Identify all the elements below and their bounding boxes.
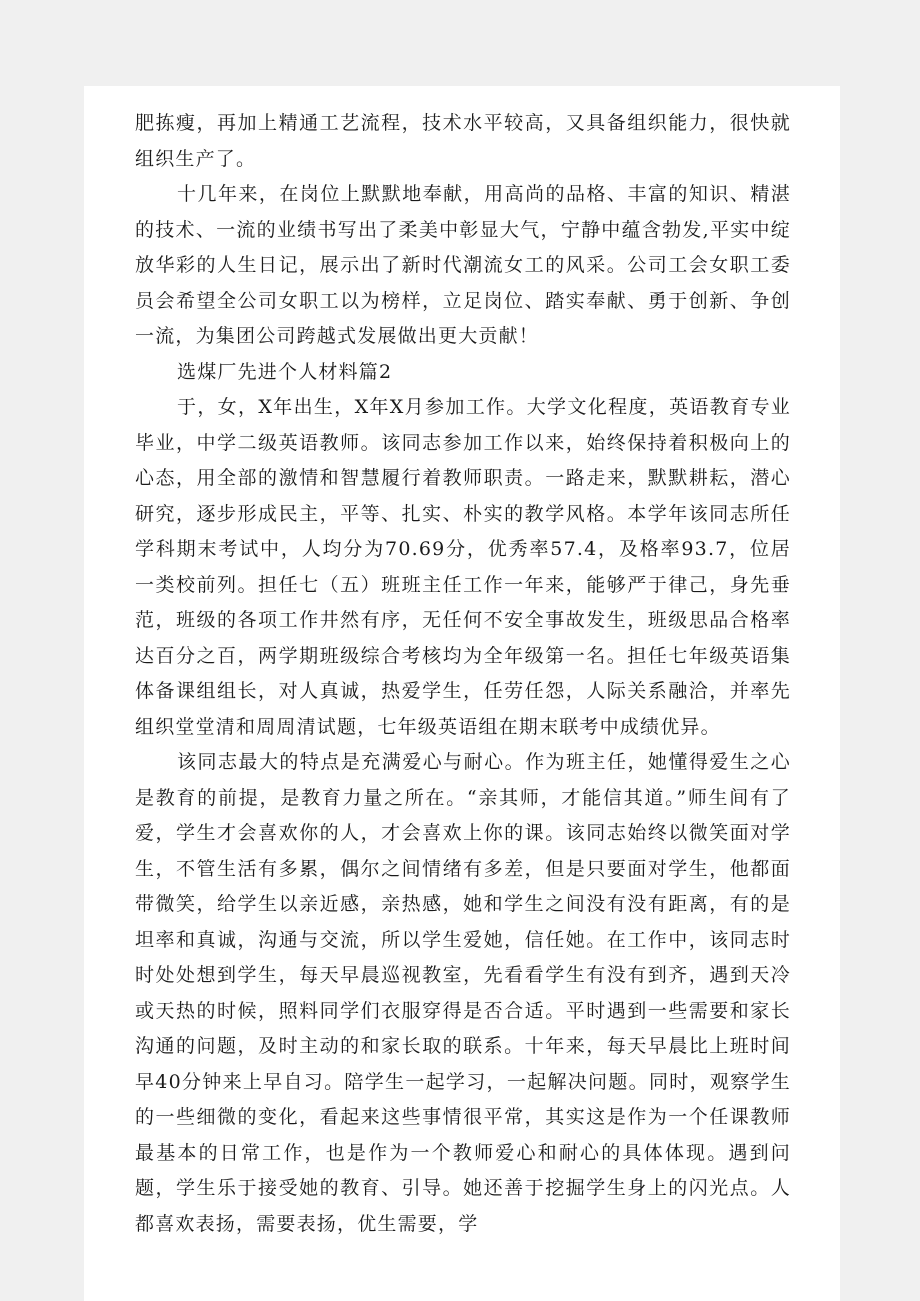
document-page: [84, 86, 840, 1301]
document-body: [135, 106, 791, 1242]
paragraph-continuation: 肥拣瘦，再加上精通工艺流程，技术水平较高，又具备组织能力，很快就组织生产了。: [135, 112, 791, 170]
paragraph-profile: 于，女，X年出生，X年X月参加工作。大学文化程度，英语教育专业毕业，中学二级英语教师。该同志参加工作以来，始终保持着积极向上的心态，用全部的激情和智慧履行着教师职责。一路走来，默默耕耘，潜心研究，逐步形成民主，平等、扎实、朴实的教学风格。本学年该同志所任学科期末考试中，人均分为70.69分，优秀率57.4，及格率93.7，位居一类校前列。担任七（五）班班主任工作一年来，能够严于律己，身先垂范，班级的各项工作井然有序，无任何不安全事故发生，班级思品合格率达百分之百，两学期班级综合考核均为全年级第一名。担任七年级英语集体备课组组长，对人真诚，热爱学生，任劳任怨，人际关系融洽，并率先组织堂堂清和周周清试题，七年级英语组在期末联考中成绩优异。: [135, 396, 791, 738]
paragraph-dedication: 十几年来，在岗位上默默地奉献，用高尚的品格、丰富的知识、精湛的技术、一流的业绩书写出了柔美中彰显大气，宁静中蕴含勃发,平实中绽放华彩的人生日记，展示出了新时代潮流女工的风采。公司工会女职工委员会希望全公司女职工以为榜样，立足岗位、踏实奉献、勇于创新、争创一流，为集团公司跨越式发展做出更大贡献！: [135, 183, 791, 347]
section-heading: 选煤厂先进个人材料篇2: [177, 360, 393, 383]
paragraph-character: 该同志最大的特点是充满爱心与耐心。作为班主任，她懂得爱生之心是教育的前提，是教育力量之所在。“亲其师，才能信其道。”师生间有了爱，学生才会喜欢你的人，才会喜欢上你的课。该同志始终以微笑面对学生，不管生活有多累，偶尔之间情绪有多差，但是只要面对学生，他都面带微笑，给学生以亲近感，亲热感，她和学生之间没有没有距离，有的是坦率和真诚，沟通与交流，所以学生爱她，信任她。在工作中，该同志时时处处想到学生，每天早晨巡视教室，先看看学生有没有到齐，遇到天冷或天热的时候，照料同学们衣服穿得是否合适。平时遇到一些需要和家长沟通的问题，及时主动的和家长取的联系。十年来，每天早晨比上班时间早40分钟来上早自习。陪学生一起学习，一起解决问题。同时，观察学生的一些细微的变化，看起来这些事情很平常，其实这是作为一个任课教师最基本的日常工作，也是作为一个教师爱心和耐心的具体体现。遇到问题，学生乐于接受她的教育、引导。她还善于挖掘学生身上的闪光点。人都喜欢表扬，需要表扬，优生需要，学: [135, 751, 791, 1235]
